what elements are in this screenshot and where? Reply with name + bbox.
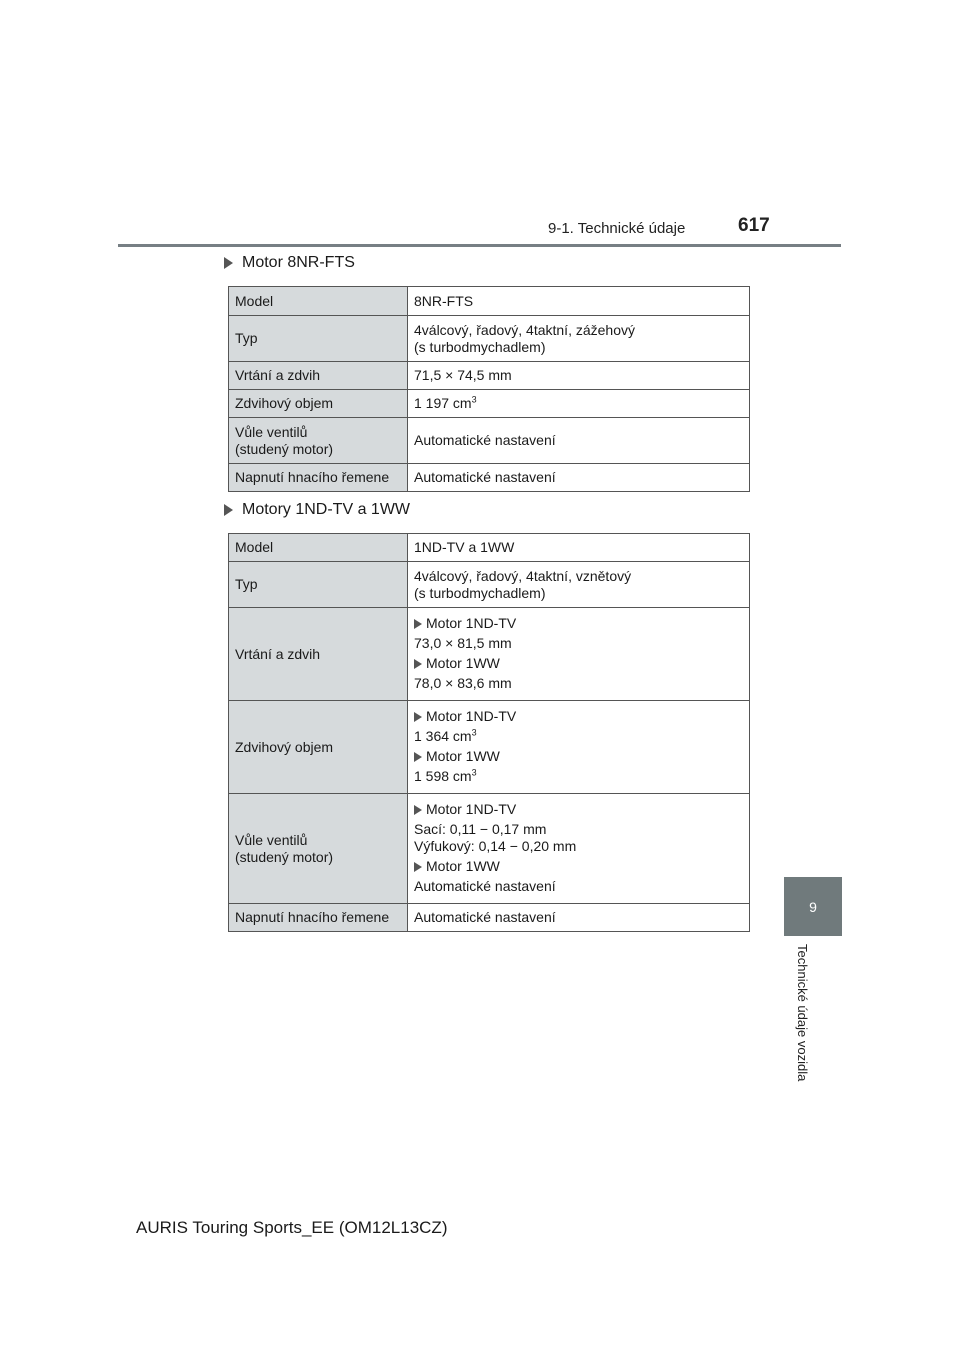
sub-heading bbox=[414, 858, 743, 875]
chapter-tab bbox=[784, 877, 842, 936]
value-line: Sací: 0,11 − 0,17 mm bbox=[414, 821, 547, 837]
sub-heading bbox=[414, 748, 743, 765]
table-row bbox=[229, 534, 750, 562]
triangle-right-icon bbox=[224, 257, 233, 269]
row-label: Vrtání a zdvih bbox=[229, 362, 408, 390]
triangle-right-icon bbox=[414, 619, 422, 629]
page-number: 617 bbox=[738, 215, 770, 236]
label-line: (studený motor) bbox=[235, 440, 334, 457]
value-line: Automatické nastavení bbox=[414, 878, 556, 894]
value-line: 73,0 × 81,5 mm bbox=[414, 635, 512, 651]
row-label: Typ bbox=[229, 316, 408, 362]
triangle-right-icon bbox=[414, 659, 422, 669]
superscript: 3 bbox=[471, 727, 477, 738]
sub-heading-text: Motor 1ND-TV bbox=[426, 801, 517, 817]
value-text: 1 364 cm bbox=[414, 728, 472, 744]
value-line: 4válcový, řadový, 4taktní, zážehový bbox=[414, 321, 635, 338]
row-value: 71,5 × 74,5 mm bbox=[408, 362, 750, 390]
triangle-right-icon bbox=[414, 805, 422, 815]
row-label bbox=[229, 794, 408, 904]
row-value: Automatické nastavení bbox=[408, 418, 750, 464]
chapter-number: 9 bbox=[809, 898, 817, 915]
row-value bbox=[408, 701, 750, 794]
section-heading-text: Motor 8NR-FTS bbox=[242, 254, 355, 271]
table-row bbox=[229, 362, 750, 390]
row-value: Automatické nastavení bbox=[408, 904, 750, 932]
table-row bbox=[229, 287, 750, 316]
table-row bbox=[229, 904, 750, 932]
row-label: Zdvihový objem bbox=[229, 390, 408, 418]
section-heading-1nd-tv-1ww bbox=[224, 501, 410, 519]
row-value bbox=[408, 562, 750, 608]
row-value: 8NR-FTS bbox=[408, 287, 750, 316]
sub-heading-text: Motor 1ND-TV bbox=[426, 708, 517, 724]
value-line: (s turbodmychadlem) bbox=[414, 584, 546, 601]
sub-heading bbox=[414, 801, 743, 818]
row-label: Typ bbox=[229, 562, 408, 608]
table-row bbox=[229, 701, 750, 794]
section-heading-text: Motory 1ND-TV a 1WW bbox=[242, 501, 411, 518]
sub-heading-text: Motor 1WW bbox=[426, 748, 500, 764]
table-row bbox=[229, 390, 750, 418]
sub-heading bbox=[414, 708, 743, 725]
chapter-title-vertical: Technické údaje vozidla bbox=[795, 944, 810, 1082]
row-label: Model bbox=[229, 287, 408, 316]
row-value: 1ND-TV a 1WW bbox=[408, 534, 750, 562]
header-section-title: 9-1. Technické údaje bbox=[548, 220, 686, 237]
triangle-right-icon bbox=[414, 862, 422, 872]
row-label: Napnutí hnacího řemene bbox=[229, 904, 408, 932]
spec-table-1nd-tv-1ww bbox=[228, 533, 750, 932]
value-line: (s turbodmychadlem) bbox=[414, 338, 546, 355]
row-value: Automatické nastavení bbox=[408, 464, 750, 492]
superscript: 3 bbox=[471, 394, 477, 405]
label-line: (studený motor) bbox=[235, 848, 334, 865]
value-text: 1 598 cm bbox=[414, 768, 472, 784]
value-line: Výfukový: 0,14 − 0,20 mm bbox=[414, 838, 577, 854]
value-block bbox=[414, 821, 743, 855]
row-label: Model bbox=[229, 534, 408, 562]
triangle-right-icon bbox=[224, 504, 233, 516]
row-label bbox=[229, 418, 408, 464]
table-row bbox=[229, 418, 750, 464]
row-value bbox=[408, 794, 750, 904]
table-row bbox=[229, 794, 750, 904]
table-row bbox=[229, 464, 750, 492]
row-label: Vrtání a zdvih bbox=[229, 608, 408, 701]
row-value bbox=[408, 390, 750, 418]
label-line: Vůle ventilů bbox=[235, 423, 308, 440]
value-line: 4válcový, řadový, 4taktní, vznětový bbox=[414, 567, 632, 584]
table-row bbox=[229, 608, 750, 701]
row-label: Zdvihový objem bbox=[229, 701, 408, 794]
value-line: 78,0 × 83,6 mm bbox=[414, 675, 512, 691]
triangle-right-icon bbox=[414, 752, 422, 762]
value-line bbox=[414, 768, 743, 785]
row-label: Napnutí hnacího řemene bbox=[229, 464, 408, 492]
footer-document-id: AURIS Touring Sports_EE (OM12L13CZ) bbox=[136, 1218, 448, 1237]
triangle-right-icon bbox=[414, 712, 422, 722]
row-value bbox=[408, 316, 750, 362]
sub-heading-text: Motor 1WW bbox=[426, 858, 500, 874]
header-rule bbox=[118, 244, 841, 247]
sub-heading bbox=[414, 655, 743, 672]
sub-heading bbox=[414, 615, 743, 632]
section-heading-8nr-fts bbox=[224, 254, 355, 272]
spec-table-8nr-fts bbox=[228, 286, 750, 492]
table-row bbox=[229, 316, 750, 362]
value-text: 1 197 cm bbox=[414, 395, 472, 411]
row-value bbox=[408, 608, 750, 701]
superscript: 3 bbox=[471, 767, 477, 778]
sub-heading-text: Motor 1WW bbox=[426, 655, 500, 671]
label-line: Vůle ventilů bbox=[235, 831, 308, 848]
table-row bbox=[229, 562, 750, 608]
sub-heading-text: Motor 1ND-TV bbox=[426, 615, 517, 631]
value-line bbox=[414, 728, 743, 745]
